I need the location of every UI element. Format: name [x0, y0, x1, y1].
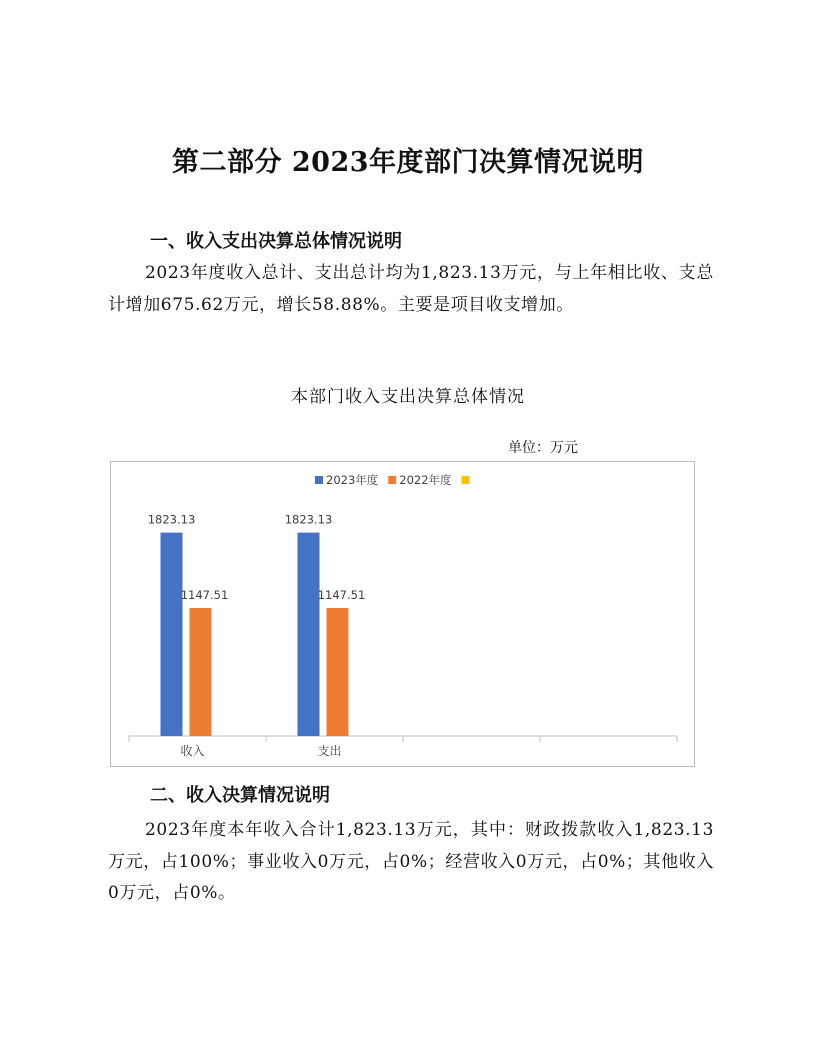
data-label-2023-2: 1823.13	[284, 512, 333, 527]
legend-label-1: 2023年度	[326, 473, 379, 487]
x-tick-label-2: 支出	[317, 744, 342, 758]
x-tick-label-1: 收入	[180, 744, 205, 758]
bar-2023-2	[298, 533, 320, 736]
legend-swatch-1	[315, 476, 323, 484]
bar-2022-1	[190, 608, 212, 736]
bar-2023-1	[161, 533, 183, 736]
legend-swatch-3	[462, 476, 470, 484]
legend-label-2: 2022年度	[399, 473, 452, 487]
section-heading-income: 二、收入决算情况说明	[150, 785, 330, 806]
paragraph-income: 2023年度本年收入合计1,823.13万元，其中：财政拨款收入1,823.13万元，占100%；事业收入0万元，占0%；经营收入0万元，占0%；其他收入0万元，占0%。	[108, 820, 714, 903]
page-title: 第二部分 2023年度部门决算情况说明	[171, 147, 645, 178]
unit-label: 单位：万元	[508, 440, 578, 456]
bar-chart	[110, 461, 695, 767]
data-label-2022-1: 1147.51	[180, 587, 229, 602]
chart-caption: 本部门收入支出决算总体情况	[291, 387, 525, 407]
bar-chart-svg	[111, 462, 694, 766]
legend-swatch-2	[388, 476, 396, 484]
bar-2022-2	[327, 608, 349, 736]
data-label-2022-2: 1147.51	[317, 587, 366, 602]
data-label-2023-1: 1823.13	[147, 512, 196, 527]
section-heading-income-expenditure-overview: 一、收入支出决算总体情况说明	[150, 231, 402, 252]
paragraph-income-expenditure-overview: 2023年度收入总计、支出总计均为1,823.13万元，与上年相比收、支总计增加675.62万元，增长58.88%。主要是项目收支增加。	[108, 263, 714, 315]
